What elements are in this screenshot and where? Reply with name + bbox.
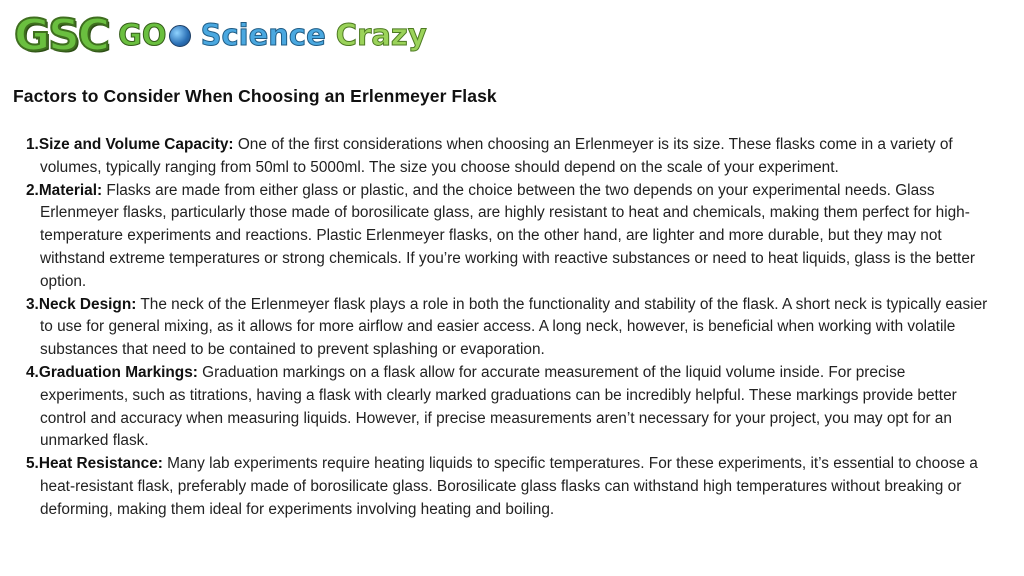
item-text: Many lab experiments require heating liquids to specific temperatures. For these experiments, it’s essential to choose a heat-resistant flask, preferably made of borosilicate glass. Borosilicate glass flasks can withstand high temperatures without breaking or deforming, making them ideal for experiments involving heating and boiling.: [40, 455, 978, 518]
list-item: [26, 134, 988, 180]
item-number: 2.: [26, 181, 39, 199]
item-term: Neck Design:: [38, 295, 137, 313]
item-number: 1.: [26, 136, 39, 153]
site-logo[interactable]: [14, 10, 427, 60]
list-item: [26, 180, 988, 294]
page-title: Factors to Consider When Choosing an Erlenmeyer Flask: [13, 86, 497, 106]
globe-icon: [169, 25, 191, 47]
item-text: The neck of the Erlenmeyer flask plays a role in both the functionality and stability of the flask. A short neck is typically easier to use for general mixing, as it allows for more airflow and easier access. A long neck, however, is beneficial when working with volatile substances that need to be contained to prevent splashing or evaporation.: [40, 295, 988, 359]
logo-word-go: GO: [118, 18, 167, 52]
item-term: Material:: [38, 181, 103, 199]
logo-word-science: Science: [200, 18, 326, 52]
item-number: 4.: [26, 363, 39, 381]
list-item: [26, 453, 988, 521]
logo-wordmark: [118, 18, 427, 52]
factors-list: [26, 134, 988, 522]
logo-word-crazy: Crazy: [335, 18, 427, 52]
item-text: Flasks are made from either glass or plastic, and the choice between the two depends on your experimental needs. Glass Erlenmeyer flasks, particularly those made of borosilicate glass, are highly resistant to heat and chemicals, making them perfect for high-temperature experiments and reactions. Plastic Erlenmeyer flasks, on the other hand, are lighter and more durable, but they may not withstand extreme temperatures or strong chemicals. If you’re working with reactive substances or need to heat liquids, glass is the better option.: [40, 181, 976, 290]
logo-abbreviation: GSC: [14, 9, 109, 61]
list-item: [26, 362, 988, 453]
item-text: Graduation markings on a flask allow for accurate measurement of the liquid volume inside. For precise experiments, such as titrations, having a flask with clearly marked graduations can be incredibly helpful. These markings provide better control and accuracy when measuring liquids. However, if precise measurements aren’t necessary for your project, you may opt for an unmarked flask.: [40, 363, 957, 450]
item-text: One of the first considerations when choosing an Erlenmeyer is its size. These flasks come in a variety of volumes, typically ranging from 50ml to 5000ml. The size you choose should depend on the scale of your experiment.: [40, 136, 953, 176]
item-term: Graduation Markings:: [38, 363, 198, 381]
list-item: [26, 294, 988, 362]
item-term: Size and Volume Capacity:: [38, 136, 234, 153]
item-number: 5.: [26, 455, 39, 473]
item-number: 3.: [26, 295, 39, 313]
item-term: Heat Resistance:: [38, 455, 163, 473]
